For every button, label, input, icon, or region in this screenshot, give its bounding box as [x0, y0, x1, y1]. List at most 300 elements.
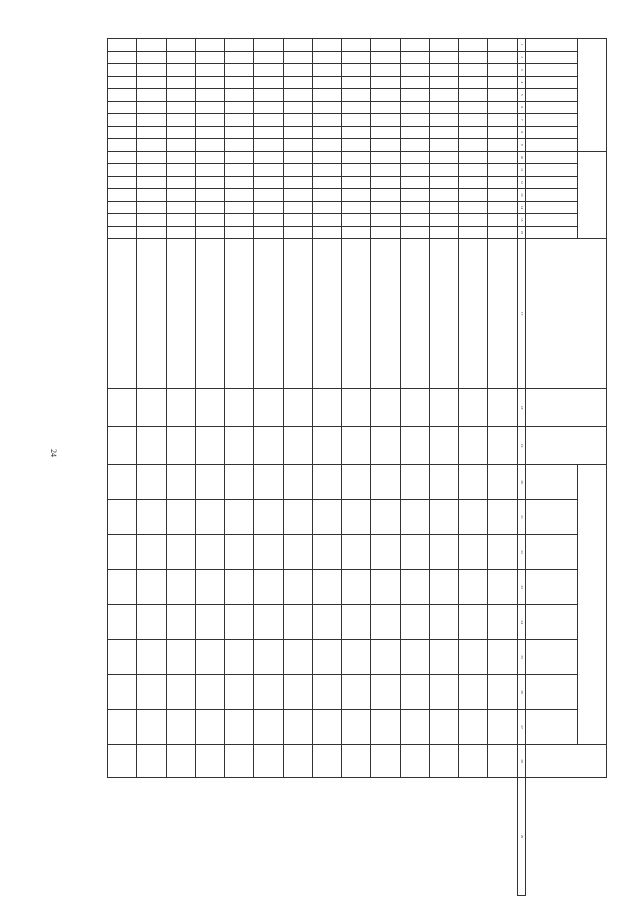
- unit-cell: [488, 389, 517, 427]
- code-cell: [166, 51, 195, 64]
- year-value-cell: [254, 535, 283, 570]
- year-value-cell: [400, 675, 429, 710]
- year-value-cell: [459, 570, 488, 605]
- header-units: [525, 389, 606, 427]
- year-value-cell: [459, 640, 488, 675]
- code-cell: [459, 89, 488, 102]
- code-cell: [488, 201, 517, 214]
- year-value-cell: [108, 535, 137, 570]
- code-cell: [137, 39, 166, 52]
- year-value-cell: [137, 640, 166, 675]
- year-value-cell: [488, 605, 517, 640]
- table-row: [371, 39, 400, 896]
- code-cell: [342, 139, 371, 152]
- code-cell: [225, 214, 254, 227]
- code-cell: [108, 114, 137, 127]
- year-value-cell: [254, 570, 283, 605]
- code-cell: [108, 51, 137, 64]
- table-row: [312, 39, 341, 896]
- year-value-cell: [108, 500, 137, 535]
- code-cell: [400, 51, 429, 64]
- header-code-column: [525, 39, 577, 52]
- code-cell: [488, 176, 517, 189]
- base-value-cell: [371, 427, 400, 465]
- code-cell: [400, 226, 429, 239]
- code-cell: [108, 39, 137, 52]
- code-cell: [312, 64, 341, 77]
- code-cell: [225, 101, 254, 114]
- final-value-cell: [195, 745, 224, 778]
- column-number: 12: [517, 176, 525, 189]
- base-value-cell: [459, 427, 488, 465]
- code-cell: [459, 39, 488, 52]
- code-cell: [254, 189, 283, 202]
- code-cell: [108, 176, 137, 189]
- code-cell: [312, 76, 341, 89]
- code-cell: [342, 89, 371, 102]
- rotated-table-wrapper: [107, 38, 607, 896]
- column-number: 26: [517, 675, 525, 710]
- code-cell: [342, 176, 371, 189]
- header-years-group: [577, 465, 606, 745]
- code-cell: [137, 126, 166, 139]
- code-cell: [225, 64, 254, 77]
- code-cell: [371, 101, 400, 114]
- year-value-cell: [166, 710, 195, 745]
- header-year: [525, 500, 577, 535]
- header-code-column: [525, 89, 577, 102]
- indicator-description: [459, 239, 488, 389]
- year-value-cell: [166, 570, 195, 605]
- code-cell: [225, 76, 254, 89]
- year-value-cell: [166, 535, 195, 570]
- column-number: 16: [517, 226, 525, 239]
- code-cell: [166, 114, 195, 127]
- code-cell: [342, 226, 371, 239]
- code-cell: [166, 164, 195, 177]
- final-value-cell: [137, 745, 166, 778]
- code-cell: [137, 101, 166, 114]
- code-cell: [312, 164, 341, 177]
- year-value-cell: [225, 605, 254, 640]
- code-cell: [108, 164, 137, 177]
- year-value-cell: [312, 605, 341, 640]
- base-value-cell: [225, 427, 254, 465]
- base-value-cell: [254, 427, 283, 465]
- code-cell: [459, 64, 488, 77]
- code-cell: [371, 164, 400, 177]
- year-value-cell: [429, 710, 458, 745]
- code-cell: [254, 139, 283, 152]
- year-value-cell: [108, 640, 137, 675]
- code-cell: [429, 189, 458, 202]
- code-cell: [371, 214, 400, 227]
- code-cell: [283, 151, 312, 164]
- header-year: [525, 465, 577, 500]
- unit-cell: [459, 389, 488, 427]
- header-code-column: [525, 126, 577, 139]
- code-cell: [371, 39, 400, 52]
- header-row-top: [577, 39, 606, 896]
- indicator-description: [108, 239, 137, 389]
- year-value-cell: [488, 535, 517, 570]
- year-value-cell: [137, 675, 166, 710]
- code-cell: [254, 101, 283, 114]
- code-cell: [459, 201, 488, 214]
- year-value-cell: [166, 640, 195, 675]
- final-value-cell: [254, 745, 283, 778]
- code-cell: [312, 89, 341, 102]
- code-cell: [342, 114, 371, 127]
- code-cell: [429, 201, 458, 214]
- code-cell: [371, 64, 400, 77]
- year-value-cell: [283, 535, 312, 570]
- code-cell: [225, 114, 254, 127]
- code-cell: [429, 114, 458, 127]
- code-cell: [371, 89, 400, 102]
- year-value-cell: [166, 605, 195, 640]
- code-cell: [400, 64, 429, 77]
- code-cell: [108, 76, 137, 89]
- code-cell: [108, 214, 137, 227]
- column-number: 29: [517, 778, 525, 896]
- code-cell: [225, 189, 254, 202]
- header-year: [525, 570, 577, 605]
- year-value-cell: [488, 640, 517, 675]
- code-cell: [283, 226, 312, 239]
- year-value-cell: [371, 710, 400, 745]
- base-value-cell: [283, 427, 312, 465]
- code-cell: [429, 101, 458, 114]
- code-cell: [195, 139, 224, 152]
- year-value-cell: [488, 500, 517, 535]
- code-cell: [400, 164, 429, 177]
- code-cell: [137, 89, 166, 102]
- unit-cell: [195, 389, 224, 427]
- code-cell: [429, 89, 458, 102]
- year-value-cell: [488, 710, 517, 745]
- table-row: [166, 39, 195, 896]
- code-cell: [459, 101, 488, 114]
- table-row: [459, 39, 488, 896]
- code-cell: [371, 76, 400, 89]
- indicator-description: [429, 239, 458, 389]
- year-value-cell: [108, 675, 137, 710]
- column-number: 27: [517, 710, 525, 745]
- year-value-cell: [312, 570, 341, 605]
- column-numbers-row: [517, 39, 525, 896]
- indicator-description: [371, 239, 400, 389]
- code-cell: [342, 189, 371, 202]
- code-cell: [342, 214, 371, 227]
- indicator-description: [137, 239, 166, 389]
- header-codes-group-b: [577, 151, 606, 239]
- code-cell: [400, 151, 429, 164]
- column-number: 5: [517, 89, 525, 102]
- year-value-cell: [283, 570, 312, 605]
- code-cell: [137, 164, 166, 177]
- code-cell: [429, 126, 458, 139]
- code-cell: [342, 39, 371, 52]
- code-cell: [137, 201, 166, 214]
- code-cell: [459, 214, 488, 227]
- header-code-column: [525, 189, 577, 202]
- code-cell: [429, 64, 458, 77]
- year-value-cell: [459, 710, 488, 745]
- final-value-cell: [342, 745, 371, 778]
- year-value-cell: [342, 605, 371, 640]
- code-cell: [312, 101, 341, 114]
- year-value-cell: [312, 640, 341, 675]
- code-cell: [429, 39, 458, 52]
- code-cell: [283, 76, 312, 89]
- year-value-cell: [195, 465, 224, 500]
- code-cell: [429, 151, 458, 164]
- code-cell: [371, 189, 400, 202]
- code-cell: [166, 101, 195, 114]
- code-cell: [166, 139, 195, 152]
- code-cell: [108, 101, 137, 114]
- year-value-cell: [283, 675, 312, 710]
- code-cell: [342, 101, 371, 114]
- unit-cell: [283, 389, 312, 427]
- year-value-cell: [254, 605, 283, 640]
- code-cell: [195, 176, 224, 189]
- column-number: 28: [517, 745, 525, 778]
- code-cell: [195, 226, 224, 239]
- code-cell: [400, 126, 429, 139]
- code-cell: [488, 39, 517, 52]
- code-cell: [312, 176, 341, 189]
- column-number: 1: [517, 39, 525, 52]
- base-value-cell: [166, 427, 195, 465]
- code-cell: [488, 126, 517, 139]
- header-code-column: [525, 164, 577, 177]
- table-row: [342, 39, 371, 896]
- table-row: [225, 39, 254, 896]
- column-number: 11: [517, 164, 525, 177]
- unit-cell: [225, 389, 254, 427]
- code-cell: [459, 226, 488, 239]
- table-row: [195, 39, 224, 896]
- code-cell: [371, 114, 400, 127]
- code-cell: [488, 64, 517, 77]
- code-cell: [254, 64, 283, 77]
- year-value-cell: [459, 465, 488, 500]
- header-year: [525, 605, 577, 640]
- year-value-cell: [225, 500, 254, 535]
- code-cell: [429, 214, 458, 227]
- column-number: 19: [517, 427, 525, 465]
- table-row: [283, 39, 312, 896]
- code-cell: [137, 139, 166, 152]
- code-cell: [108, 139, 137, 152]
- year-value-cell: [429, 675, 458, 710]
- year-value-cell: [400, 500, 429, 535]
- header-code-column: [525, 64, 577, 77]
- indicator-description: [342, 239, 371, 389]
- year-value-cell: [371, 535, 400, 570]
- code-cell: [166, 189, 195, 202]
- code-cell: [225, 226, 254, 239]
- year-value-cell: [429, 605, 458, 640]
- year-value-cell: [137, 605, 166, 640]
- code-cell: [371, 51, 400, 64]
- year-value-cell: [342, 570, 371, 605]
- header-code-column: [525, 101, 577, 114]
- table-row: [108, 39, 137, 896]
- code-cell: [400, 101, 429, 114]
- indicator-description: [166, 239, 195, 389]
- final-value-cell: [488, 745, 517, 778]
- year-value-cell: [488, 675, 517, 710]
- code-cell: [166, 89, 195, 102]
- code-cell: [459, 189, 488, 202]
- code-cell: [283, 126, 312, 139]
- code-cell: [195, 164, 224, 177]
- code-cell: [108, 201, 137, 214]
- code-cell: [166, 151, 195, 164]
- code-cell: [312, 114, 341, 127]
- column-number: 25: [517, 640, 525, 675]
- column-number: 23: [517, 570, 525, 605]
- year-value-cell: [137, 570, 166, 605]
- header-code-column: [525, 176, 577, 189]
- base-value-cell: [137, 427, 166, 465]
- year-value-cell: [254, 465, 283, 500]
- code-cell: [429, 164, 458, 177]
- code-cell: [195, 114, 224, 127]
- year-value-cell: [108, 710, 137, 745]
- code-cell: [342, 201, 371, 214]
- code-cell: [225, 201, 254, 214]
- year-value-cell: [488, 570, 517, 605]
- code-cell: [225, 164, 254, 177]
- column-number: 4: [517, 76, 525, 89]
- code-cell: [254, 176, 283, 189]
- year-value-cell: [195, 675, 224, 710]
- year-value-cell: [312, 500, 341, 535]
- code-cell: [108, 151, 137, 164]
- unit-cell: [254, 389, 283, 427]
- final-value-cell: [166, 745, 195, 778]
- year-value-cell: [459, 675, 488, 710]
- header-year: [525, 640, 577, 675]
- base-value-cell: [108, 427, 137, 465]
- code-cell: [400, 139, 429, 152]
- year-value-cell: [195, 605, 224, 640]
- code-cell: [488, 89, 517, 102]
- year-value-cell: [254, 710, 283, 745]
- code-cell: [108, 226, 137, 239]
- year-value-cell: [400, 710, 429, 745]
- code-cell: [137, 64, 166, 77]
- column-number: 10: [517, 151, 525, 164]
- year-value-cell: [312, 535, 341, 570]
- code-cell: [225, 176, 254, 189]
- code-cell: [166, 64, 195, 77]
- code-cell: [400, 114, 429, 127]
- year-value-cell: [342, 710, 371, 745]
- code-cell: [195, 214, 224, 227]
- code-cell: [166, 226, 195, 239]
- header-code-column: [525, 139, 577, 152]
- indicator-description: [283, 239, 312, 389]
- year-value-cell: [254, 640, 283, 675]
- code-cell: [429, 51, 458, 64]
- code-cell: [312, 39, 341, 52]
- code-cell: [371, 151, 400, 164]
- code-cell: [166, 201, 195, 214]
- base-value-cell: [195, 427, 224, 465]
- code-cell: [137, 176, 166, 189]
- year-value-cell: [225, 675, 254, 710]
- base-value-cell: [312, 427, 341, 465]
- code-cell: [254, 214, 283, 227]
- code-cell: [195, 151, 224, 164]
- code-cell: [459, 126, 488, 139]
- year-value-cell: [400, 640, 429, 675]
- code-cell: [225, 89, 254, 102]
- table-row: [400, 39, 429, 896]
- program-indicators-table: [107, 38, 607, 896]
- year-value-cell: [342, 500, 371, 535]
- indicator-description: [400, 239, 429, 389]
- year-value-cell: [283, 465, 312, 500]
- code-cell: [371, 176, 400, 189]
- code-cell: [225, 126, 254, 139]
- table-row: [137, 39, 166, 896]
- code-cell: [312, 151, 341, 164]
- year-value-cell: [137, 465, 166, 500]
- year-value-cell: [254, 500, 283, 535]
- code-cell: [283, 101, 312, 114]
- code-cell: [166, 176, 195, 189]
- table-row: [254, 39, 283, 896]
- header-code-column: [525, 51, 577, 64]
- year-value-cell: [225, 640, 254, 675]
- code-cell: [488, 214, 517, 227]
- code-cell: [342, 164, 371, 177]
- code-cell: [195, 39, 224, 52]
- year-value-cell: [108, 465, 137, 500]
- header-final-value: [525, 745, 606, 778]
- year-value-cell: [429, 570, 458, 605]
- header-main: [525, 239, 606, 389]
- code-cell: [195, 189, 224, 202]
- year-value-cell: [225, 465, 254, 500]
- year-value-cell: [195, 500, 224, 535]
- year-value-cell: [429, 535, 458, 570]
- final-value-cell: [108, 745, 137, 778]
- code-cell: [195, 76, 224, 89]
- year-value-cell: [459, 605, 488, 640]
- year-value-cell: [342, 535, 371, 570]
- column-number: 7: [517, 114, 525, 127]
- year-value-cell: [371, 570, 400, 605]
- indicator-description: [254, 239, 283, 389]
- base-value-cell: [342, 427, 371, 465]
- code-cell: [400, 176, 429, 189]
- code-cell: [166, 214, 195, 227]
- code-cell: [312, 201, 341, 214]
- code-cell: [371, 201, 400, 214]
- column-number: 17: [517, 239, 525, 389]
- year-value-cell: [342, 675, 371, 710]
- year-value-cell: [225, 570, 254, 605]
- code-cell: [488, 139, 517, 152]
- indicator-description: [225, 239, 254, 389]
